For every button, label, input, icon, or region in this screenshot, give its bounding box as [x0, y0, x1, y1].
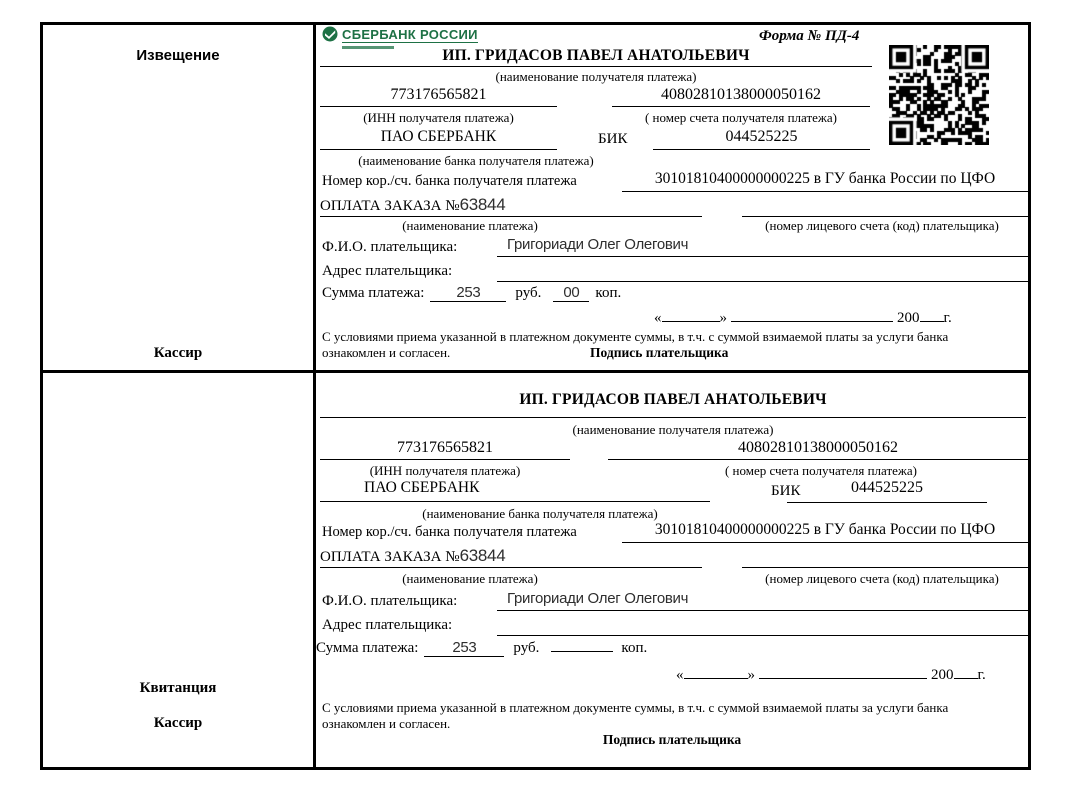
- year-prefix-2: 200: [931, 667, 954, 683]
- address-label-2: Адрес плательщика:: [322, 617, 453, 633]
- year-blank-2: [954, 663, 978, 679]
- bik-label: БИК: [598, 131, 628, 147]
- personal-account-caption: (номер лицевого счета (код) плательщика): [765, 218, 999, 233]
- address-blank-line: [497, 261, 1028, 282]
- bank-caption-2: (наименование банка получателя платежа): [422, 506, 658, 521]
- amount-rub-value-2: 253: [424, 639, 504, 657]
- recipient-name-2: ИП. ГРИДАСОВ ПАВЕЛ АНАТОЛЬЕВИЧ: [320, 391, 1026, 418]
- year-blank: [920, 306, 944, 322]
- qr-code: [889, 45, 989, 145]
- purpose-prefix-2: ОПЛАТА ЗАКАЗА №: [320, 549, 460, 565]
- inn-value: 773176565821: [320, 86, 557, 107]
- notice-left-column: [43, 25, 316, 370]
- amount-rub-value: 253: [430, 284, 506, 302]
- bik-label-2: БИК: [771, 483, 801, 499]
- account-caption-2: ( номер счета получателя платежа): [724, 463, 918, 478]
- quote-open: «: [654, 310, 662, 326]
- date-day-blank-2: [684, 663, 748, 679]
- date-month-blank: [731, 306, 893, 322]
- korr-label-2: Номер кор./сч. банка получателя платежа: [322, 524, 577, 540]
- account-value: 40802810138000050162: [612, 86, 870, 107]
- year-prefix: 200: [897, 310, 920, 326]
- bank-name-value-2: ПАО СБЕРБАНК: [320, 479, 710, 502]
- signature-label-2: Подпись плательщика: [602, 732, 742, 747]
- payer-name-value-2: Григориади Олег Олегович: [497, 590, 1028, 611]
- agreement-line2-2: ознакомлен и согласен.: [322, 716, 451, 731]
- amount-kop-value-2: [551, 651, 613, 652]
- fio-label: Ф.И.О. плательщика:: [322, 239, 458, 255]
- date-day-blank: [662, 306, 720, 322]
- quote-close-2: »: [747, 667, 755, 683]
- receipt-body: [316, 373, 1028, 767]
- cashier-label: Кассир: [153, 345, 203, 361]
- recipient-caption-2: (наименование получателя платежа): [572, 422, 774, 437]
- date-month-blank-2: [759, 663, 927, 679]
- notice-section: [43, 25, 1028, 373]
- personal-account-blank-line-2: [742, 546, 1028, 568]
- receipt-label: Квитанция: [139, 680, 217, 696]
- agreement-line1: С условиями приема указанной в платежном документе суммы, в т.ч. с суммой взимаемой платы за услуги банка: [322, 329, 949, 344]
- bank-caption: (наименование банка получателя платежа): [358, 153, 594, 168]
- date-row-2: [676, 663, 986, 684]
- cashier-label-2: Кассир: [153, 715, 203, 731]
- notice-body: [316, 25, 1028, 370]
- purpose-field-2: [320, 546, 702, 568]
- purpose-caption: (наименование платежа): [402, 218, 538, 233]
- address-blank-line-2: [497, 615, 1028, 636]
- purpose-prefix: ОПЛАТА ЗАКАЗА №: [320, 198, 460, 214]
- sberbank-logo: [322, 26, 478, 49]
- amount-row: [322, 284, 621, 302]
- purpose-caption-2: (наименование платежа): [402, 571, 538, 586]
- amount-kop-value: 00: [553, 284, 589, 302]
- agreement-line2: ознакомлен и согласен.: [322, 345, 451, 360]
- address-label: Адрес плательщика:: [322, 263, 453, 279]
- payment-form-pd4: [40, 22, 1031, 770]
- bik-value: 044525225: [653, 128, 870, 150]
- quote-close: »: [719, 310, 727, 326]
- rub-label-2: руб.: [513, 640, 540, 656]
- recipient-caption: (наименование получателя платежа): [495, 69, 697, 84]
- recipient-name: ИП. ГРИДАСОВ ПАВЕЛ АНАТОЛЬЕВИЧ: [320, 47, 872, 67]
- amount-label-2: Сумма платежа:: [316, 640, 419, 656]
- date-row: [654, 306, 952, 327]
- purpose-field: [320, 195, 702, 217]
- kop-label: коп.: [595, 285, 622, 301]
- year-suffix: г.: [943, 310, 952, 326]
- sberbank-emblem-icon: [322, 26, 338, 47]
- korr-value: 30101810400000000225 в ГУ банка России по ЦФО: [622, 170, 1028, 192]
- form-number-label: Форма № ПД-4: [759, 28, 860, 44]
- rub-label: руб.: [515, 285, 542, 301]
- quote-open-2: «: [676, 667, 684, 683]
- inn-caption: (ИНН получателя платежа): [363, 110, 514, 125]
- bank-name-value: ПАО СБЕРБАНК: [320, 128, 557, 150]
- personal-account-blank-line: [742, 195, 1028, 217]
- inn-value-2: 773176565821: [320, 439, 570, 460]
- agreement-line1-2: С условиями приема указанной в платежном документе суммы, в т.ч. с суммой взимаемой платы за услуги банка: [322, 700, 949, 715]
- year-suffix-2: г.: [977, 667, 986, 683]
- fio-label-2: Ф.И.О. плательщика:: [322, 593, 458, 609]
- order-number-2: 63844: [459, 546, 506, 565]
- account-value-2: 40802810138000050162: [608, 439, 1028, 460]
- amount-row-2: [316, 639, 647, 657]
- korr-label: Номер кор./сч. банка получателя платежа: [322, 173, 577, 189]
- receipt-left-column: [43, 373, 316, 767]
- korr-value-2: 30101810400000000225 в ГУ банка России по ЦФО: [622, 521, 1028, 543]
- notice-label: Извещение: [136, 47, 220, 64]
- order-number: 63844: [459, 195, 506, 214]
- account-caption: ( номер счета получателя платежа): [644, 110, 838, 125]
- receipt-section: [43, 373, 1028, 767]
- kop-label-2: коп.: [621, 640, 648, 656]
- personal-account-caption-2: (номер лицевого счета (код) плательщика): [765, 571, 999, 586]
- signature-label: Подпись плательщика: [590, 345, 729, 360]
- amount-label: Сумма платежа:: [322, 285, 425, 301]
- payer-name-value: Григориади Олег Олегович: [497, 236, 1028, 257]
- bik-value-2: 044525225: [787, 479, 987, 503]
- sberbank-logo-text: СБЕРБАНК РОССИИ: [342, 27, 478, 42]
- inn-caption-2: (ИНН получателя платежа): [369, 463, 521, 478]
